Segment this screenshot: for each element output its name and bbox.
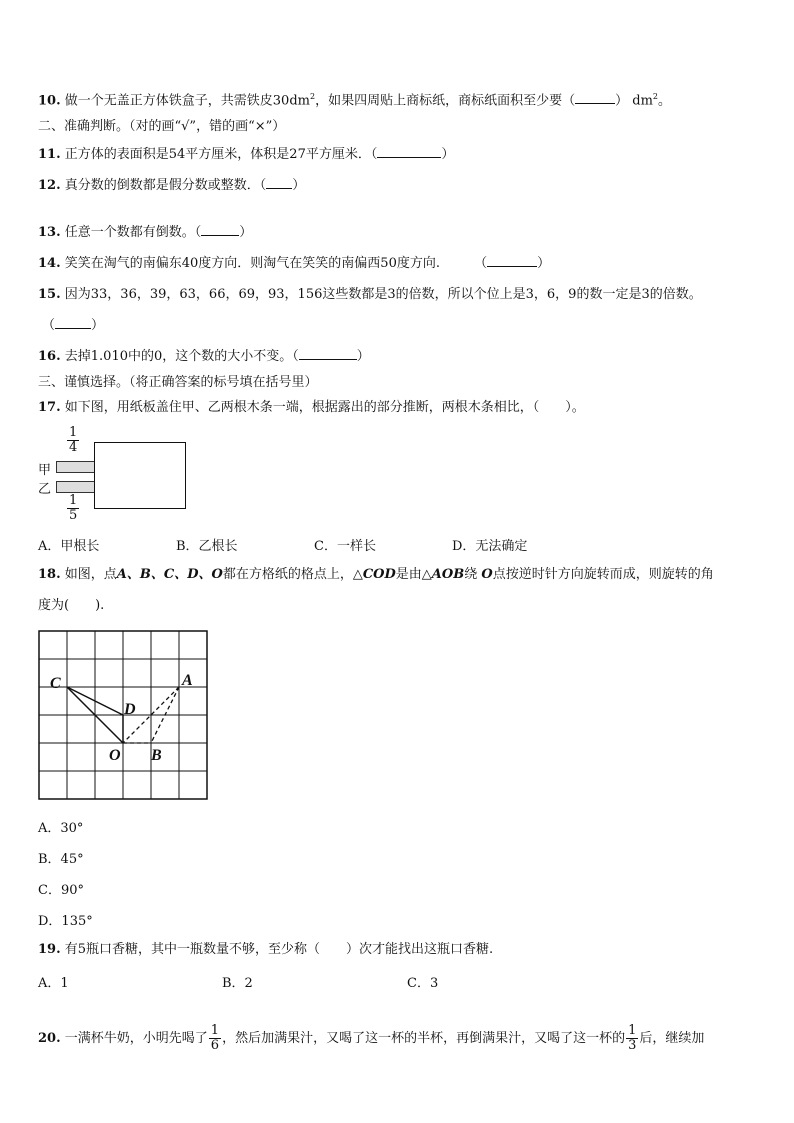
stick-yi xyxy=(56,481,96,493)
answer-blank[interactable] xyxy=(201,223,239,236)
answer-blank[interactable] xyxy=(487,254,537,267)
q15-end: ） xyxy=(91,318,105,333)
label-b: B xyxy=(151,747,162,764)
q18-point-o: O xyxy=(481,567,493,582)
q16-number: 16. xyxy=(38,349,61,364)
q10-number: 10. xyxy=(38,93,61,109)
q18-option-b[interactable]: B．45° xyxy=(38,852,84,867)
q18-text-e: 点按逆时针方向旋转而成，则旋转的角 xyxy=(492,567,714,582)
q10-unit: dm xyxy=(632,93,653,109)
q19-text: 有5瓶口香糖，其中一瓶数量不够，至少称（ ）次才能找出这瓶口香糖. xyxy=(64,942,494,957)
q10-value: 30dm xyxy=(272,93,310,109)
answer-blank[interactable] xyxy=(575,91,615,104)
question-14 xyxy=(38,254,550,273)
label-yi: 乙 xyxy=(38,482,52,497)
q10-end: 。 xyxy=(658,93,672,109)
q19-option-c[interactable]: C．3 xyxy=(407,976,439,991)
q19-option-b[interactable]: B．2 xyxy=(222,976,253,991)
question-10 xyxy=(38,88,671,110)
q11-end: ） xyxy=(441,147,455,162)
q17-option-a[interactable]: A．甲根长 xyxy=(38,539,100,554)
question-17 xyxy=(38,399,585,417)
q17-option-c[interactable]: C．一样长 xyxy=(314,539,376,554)
stick-jia xyxy=(56,461,96,473)
q14-number: 14. xyxy=(38,256,61,271)
q18-text-a: 如图，点 xyxy=(64,567,117,582)
q18-option-c[interactable]: C．90° xyxy=(38,883,84,898)
q14-open: （ xyxy=(474,256,488,271)
q11-text: 正方体的表面积是54平方厘米，体积是27平方厘米．（ xyxy=(64,147,378,162)
q10-unit-sup: 2 xyxy=(652,92,658,101)
q19-number: 19. xyxy=(38,942,61,957)
q10-text-b: ，如果四周贴上商标纸，商标纸面积至少要（ xyxy=(315,93,576,109)
q13-end: ） xyxy=(239,225,253,240)
q20-number: 20. xyxy=(38,1031,61,1046)
q10-text-c: ） xyxy=(615,93,629,109)
answer-blank[interactable] xyxy=(55,316,91,329)
q14-end: ） xyxy=(537,256,551,271)
q18-grid-figure xyxy=(38,630,210,802)
question-12 xyxy=(38,176,305,195)
question-13 xyxy=(38,223,252,242)
q18-text-b: 都在方格纸的格点上， xyxy=(222,567,353,582)
q12-text: 真分数的倒数都是假分数或整数．（ xyxy=(64,178,267,193)
question-18 xyxy=(38,566,714,584)
answer-blank[interactable] xyxy=(299,347,357,360)
q18-triangle-cod: △COD xyxy=(352,567,396,582)
fraction-top: $\frac{1}{4}$ xyxy=(69,425,78,455)
q20-fraction-2: $\frac{1}{3}$ xyxy=(628,1023,637,1053)
label-o: O xyxy=(109,747,121,764)
q18-text-c: 是由 xyxy=(395,567,422,582)
q20-text-c: 后，继续加 xyxy=(639,1031,705,1046)
q15-text: 因为33，36，39，63，66，69，93，156这些数都是3的倍数，所以个位上是3，6，9的数一定是3的倍数。 xyxy=(64,287,702,302)
q12-end: ） xyxy=(292,178,306,193)
q18-text-d: 绕 xyxy=(464,567,478,582)
q18-number: 18. xyxy=(38,567,61,582)
q10-text-a: 做一个无盖正方体铁盒子，共需铁皮 xyxy=(64,93,273,109)
q17-option-d[interactable]: D．无法确定 xyxy=(452,539,528,554)
section-2-heading: 二、准确判断。（对的画“√”，错的画“×”） xyxy=(38,119,286,134)
q17-figure xyxy=(36,426,196,526)
question-11 xyxy=(38,145,454,164)
q16-text: 去掉1.010中的0，这个数的大小不变。（ xyxy=(64,349,299,364)
question-19 xyxy=(38,941,493,959)
q18-option-a[interactable]: A．30° xyxy=(38,821,84,836)
q17-option-b[interactable]: B．乙根长 xyxy=(176,539,238,554)
question-16 xyxy=(38,347,370,366)
q17-text: 如下图，用纸板盖住甲、乙两根木条一端，根据露出的部分推断，两根木条相比，（ ）。 xyxy=(64,400,585,415)
q13-text: 任意一个数都有倒数。（ xyxy=(64,225,202,240)
label-d: D xyxy=(124,701,136,718)
q12-number: 12. xyxy=(38,178,61,193)
cardboard xyxy=(94,442,186,509)
section-3-heading: 三、谨慎选择。（将正确答案的标号填在括号里） xyxy=(38,375,318,390)
q14-text: 笑笑在淘气的南偏东40度方向．则淘气在笑笑的南偏西50度方向. xyxy=(64,256,440,271)
label-c: C xyxy=(50,675,61,692)
q18-line-2: 度为( ). xyxy=(38,598,105,613)
q15-answer-line xyxy=(42,316,104,335)
q20-text-b: ，然后加满果汁，又喝了这一杯的半杯，再倒满果汁，又喝了这一杯的 xyxy=(222,1031,626,1046)
q17-number: 17. xyxy=(38,400,61,415)
q18-option-d[interactable]: D．135° xyxy=(38,914,93,929)
q10-value-sup: 2 xyxy=(309,92,316,101)
q19-option-a[interactable]: A．1 xyxy=(38,976,69,991)
question-15 xyxy=(38,286,702,304)
q15-number: 15. xyxy=(38,287,61,302)
q18-triangle-aob: △AOB xyxy=(421,567,465,582)
q20-text-a: 一满杯牛奶，小明先喝了 xyxy=(64,1031,208,1046)
q20-fraction-1: $\frac{1}{6}$ xyxy=(210,1023,220,1053)
q16-end: ） xyxy=(356,349,370,364)
question-20 xyxy=(38,1022,704,1056)
answer-blank[interactable] xyxy=(266,176,292,189)
q15-open: （ xyxy=(42,318,56,333)
q13-number: 13. xyxy=(38,225,61,240)
label-jia: 甲 xyxy=(38,463,52,478)
q18-points: A、B、C、D、O xyxy=(116,567,223,582)
label-a: A xyxy=(182,672,193,689)
answer-blank[interactable] xyxy=(377,145,441,158)
q11-number: 11. xyxy=(38,147,61,162)
fraction-bottom: $\frac{1}{5}$ xyxy=(69,493,78,523)
